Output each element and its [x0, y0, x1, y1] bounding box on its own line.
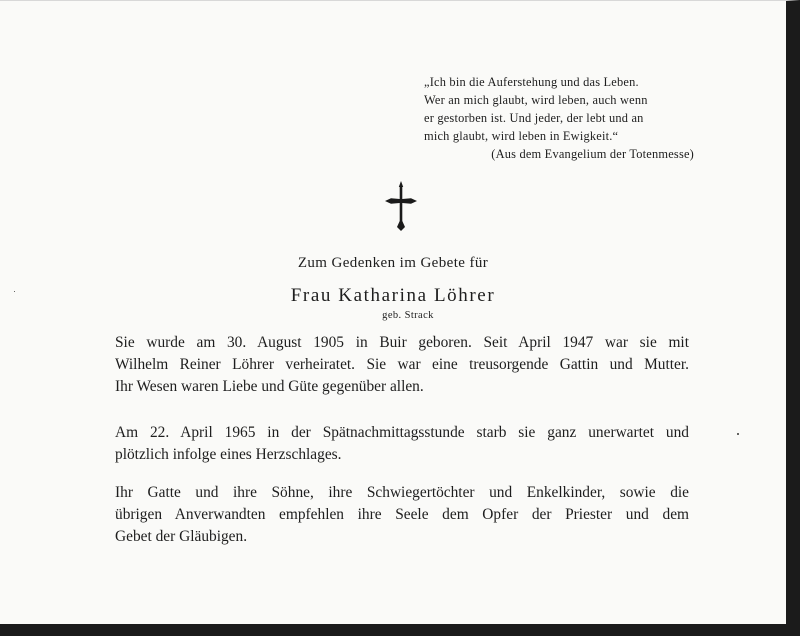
maiden-name: geb. Strack [382, 310, 434, 321]
quote-line: Wer an mich glaubt, wird leben, auch wenn [424, 93, 648, 107]
quote-source: (Aus dem Evangelium der Totenmesse) [491, 147, 694, 161]
family-paragraph [115, 482, 689, 548]
cross-icon [383, 181, 419, 231]
quote-line: er gestorben ist. Und jeder, der lebt und an [424, 111, 644, 125]
text-line: Wilhelm Reiner Löhrer verheiratet. Sie war eine treusorgende Gattin und Mutter. [115, 356, 689, 373]
text-line: plötzlich infolge eines Herzschlages. [115, 446, 342, 463]
death-paragraph [115, 422, 689, 466]
quote-line: „Ich bin die Auferstehung und das Leben. [424, 75, 639, 89]
quote-line: mich glaubt, wird leben in Ewigkeit.“ [424, 129, 619, 143]
text-line: Ihr Wesen waren Liebe und Güte gegenüber allen. [115, 378, 424, 395]
paper-speck [14, 291, 15, 292]
dedication-heading: Zum Gedenken im Gebete für [297, 255, 489, 271]
biography-paragraph [115, 332, 689, 398]
text-line: Am 22. April 1965 in der Spätnachmittagsstunde starb sie ganz unerwartet und [115, 424, 689, 441]
text-line: Ihr Gatte und ihre Söhne, ihre Schwiegertöchter und Enkelkinder, sowie die [115, 484, 689, 501]
deceased-name: Frau Katharina Löhrer [290, 285, 496, 306]
text-line: Sie wurde am 30. August 1905 in Buir geboren. Seit April 1947 war sie mit [115, 334, 689, 351]
paper-speck [737, 433, 739, 435]
scripture-quote [424, 73, 696, 163]
text-line: übrigen Anverwandten empfehlen ihre Seele dem Opfer der Priester und dem [115, 506, 689, 523]
maiden-name-line [0, 310, 786, 321]
text-line: Gebet der Gläubigen. [115, 528, 248, 545]
